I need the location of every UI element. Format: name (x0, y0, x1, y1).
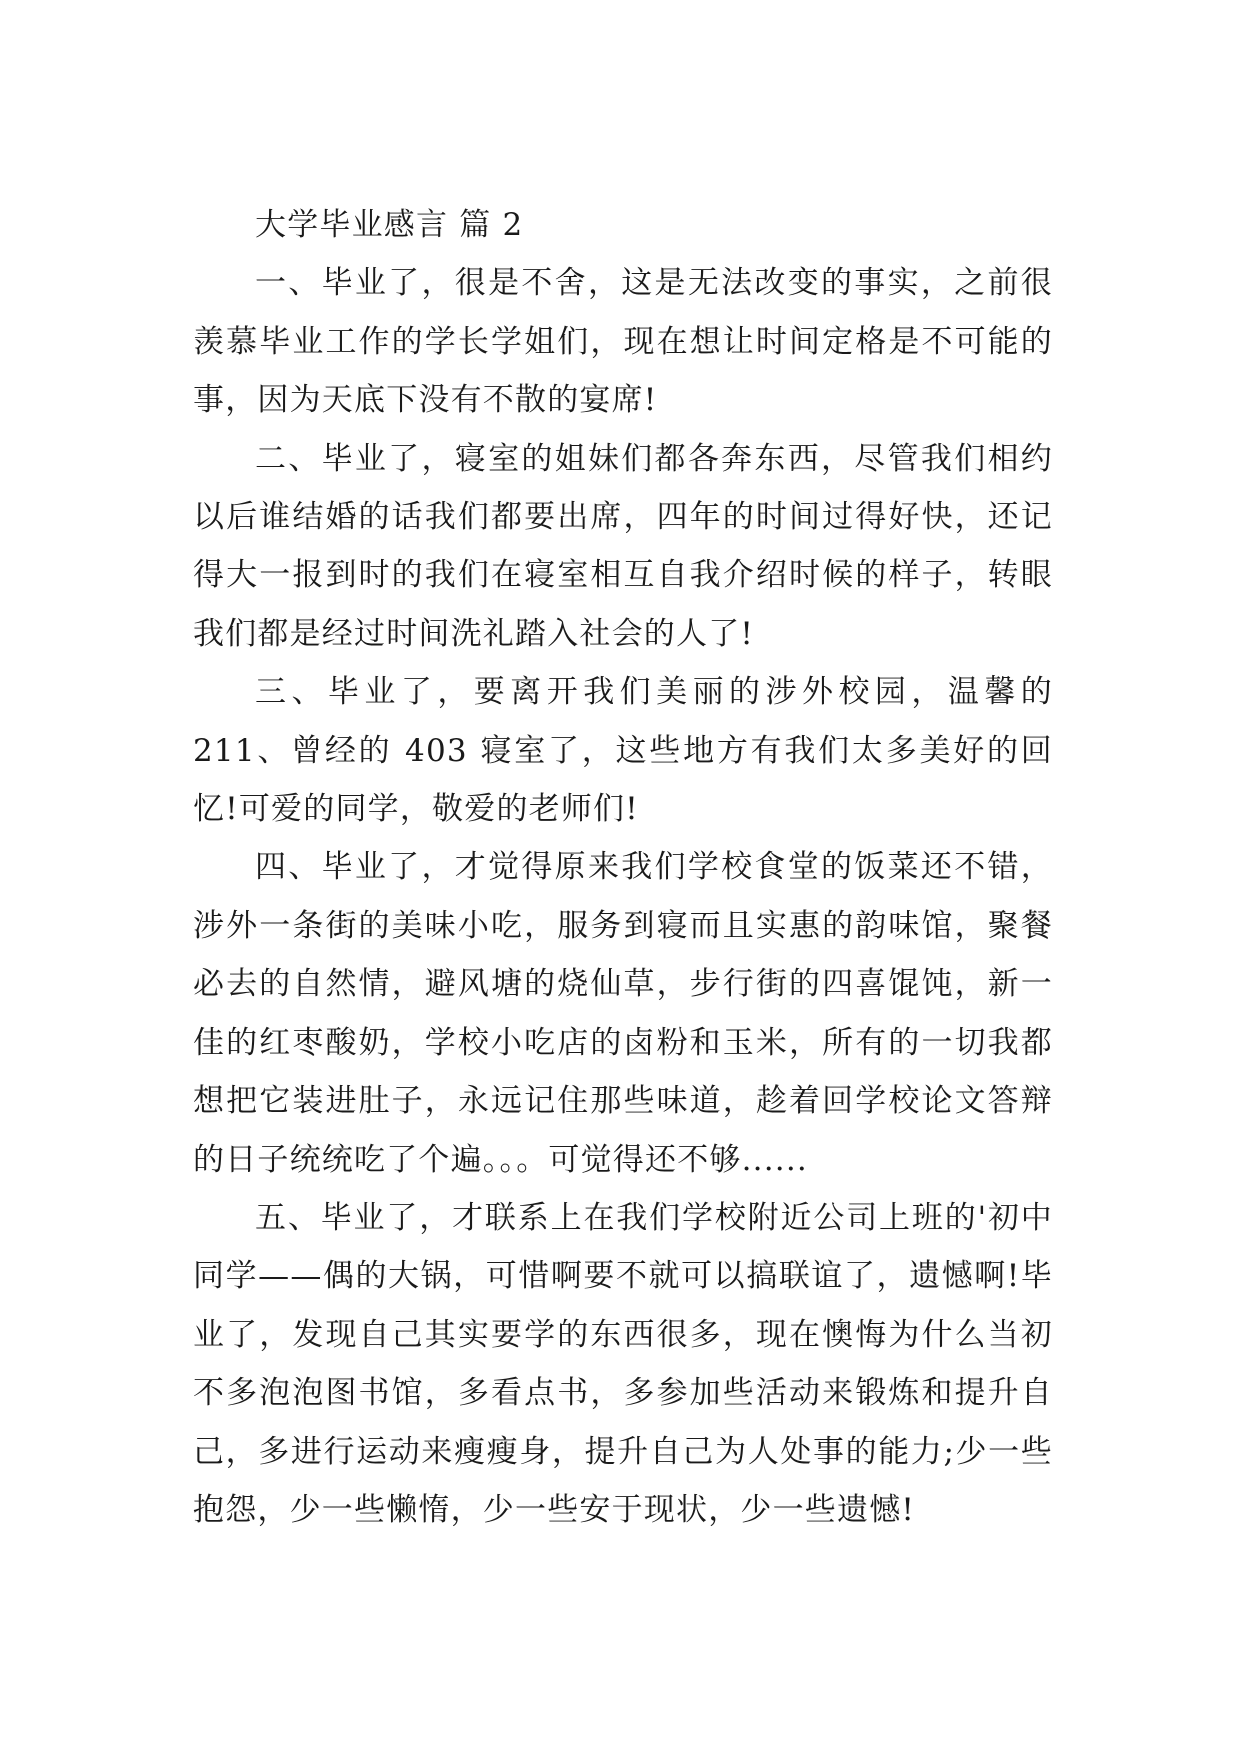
paragraph-4: 四、毕业了，才觉得原来我们学校食堂的饭菜还不错，涉外一条街的美味小吃，服务到寝而且实惠的韵味馆，聚餐必去的自然情，避风塘的烧仙草，步行街的四喜馄饨，新一佳的红枣酸奶，学校小吃店的卤粉和玉米，所有的一切我都想把它装进肚子，永远记住那些味道，趁着回学校论文答辩的日子统统吃了个遍。。。可觉得还不够...... (193, 849, 1053, 1178)
paragraph-3: 三、毕业了，要离开我们美丽的涉外校园，温馨的 211、曾经的 403 寝室了，这些地方有我们太多美好的回忆!可爱的同学，敬爱的老师们! (193, 674, 1053, 828)
document-body (193, 196, 1053, 1539)
paragraph-1: 一、毕业了，很是不舍，这是无法改变的事实，之前很羡慕毕业工作的学长学姐们，现在想让时间定格是不可能的事，因为天底下没有不散的宴席! (193, 265, 1053, 419)
paragraph-5: 五、毕业了，才联系上在我们学校附近公司上班的'初中同学——偶的大锅，可惜啊要不就可以搞联谊了，遗憾啊!毕业了，发现自己其实要学的东西很多，现在懊悔为什么当初不多泡泡图书馆，多看点书，多参加些活动来锻炼和提升自己，多进行运动来瘦瘦身，提升自己为人处事的能力;少一些抱怨，少一些懒惰，少一些安于现状，少一些遗憾! (193, 1199, 1053, 1528)
paragraph-2: 二、毕业了，寝室的姐妹们都各奔东西，尽管我们相约以后谁结婚的话我们都要出席，四年的时间过得好快，还记得大一报到时的我们在寝室相互自我介绍时候的样子，转眼我们都是经过时间洗礼踏入社会的人了! (193, 440, 1053, 652)
document-heading: 大学毕业感言 篇 2 (255, 207, 524, 243)
